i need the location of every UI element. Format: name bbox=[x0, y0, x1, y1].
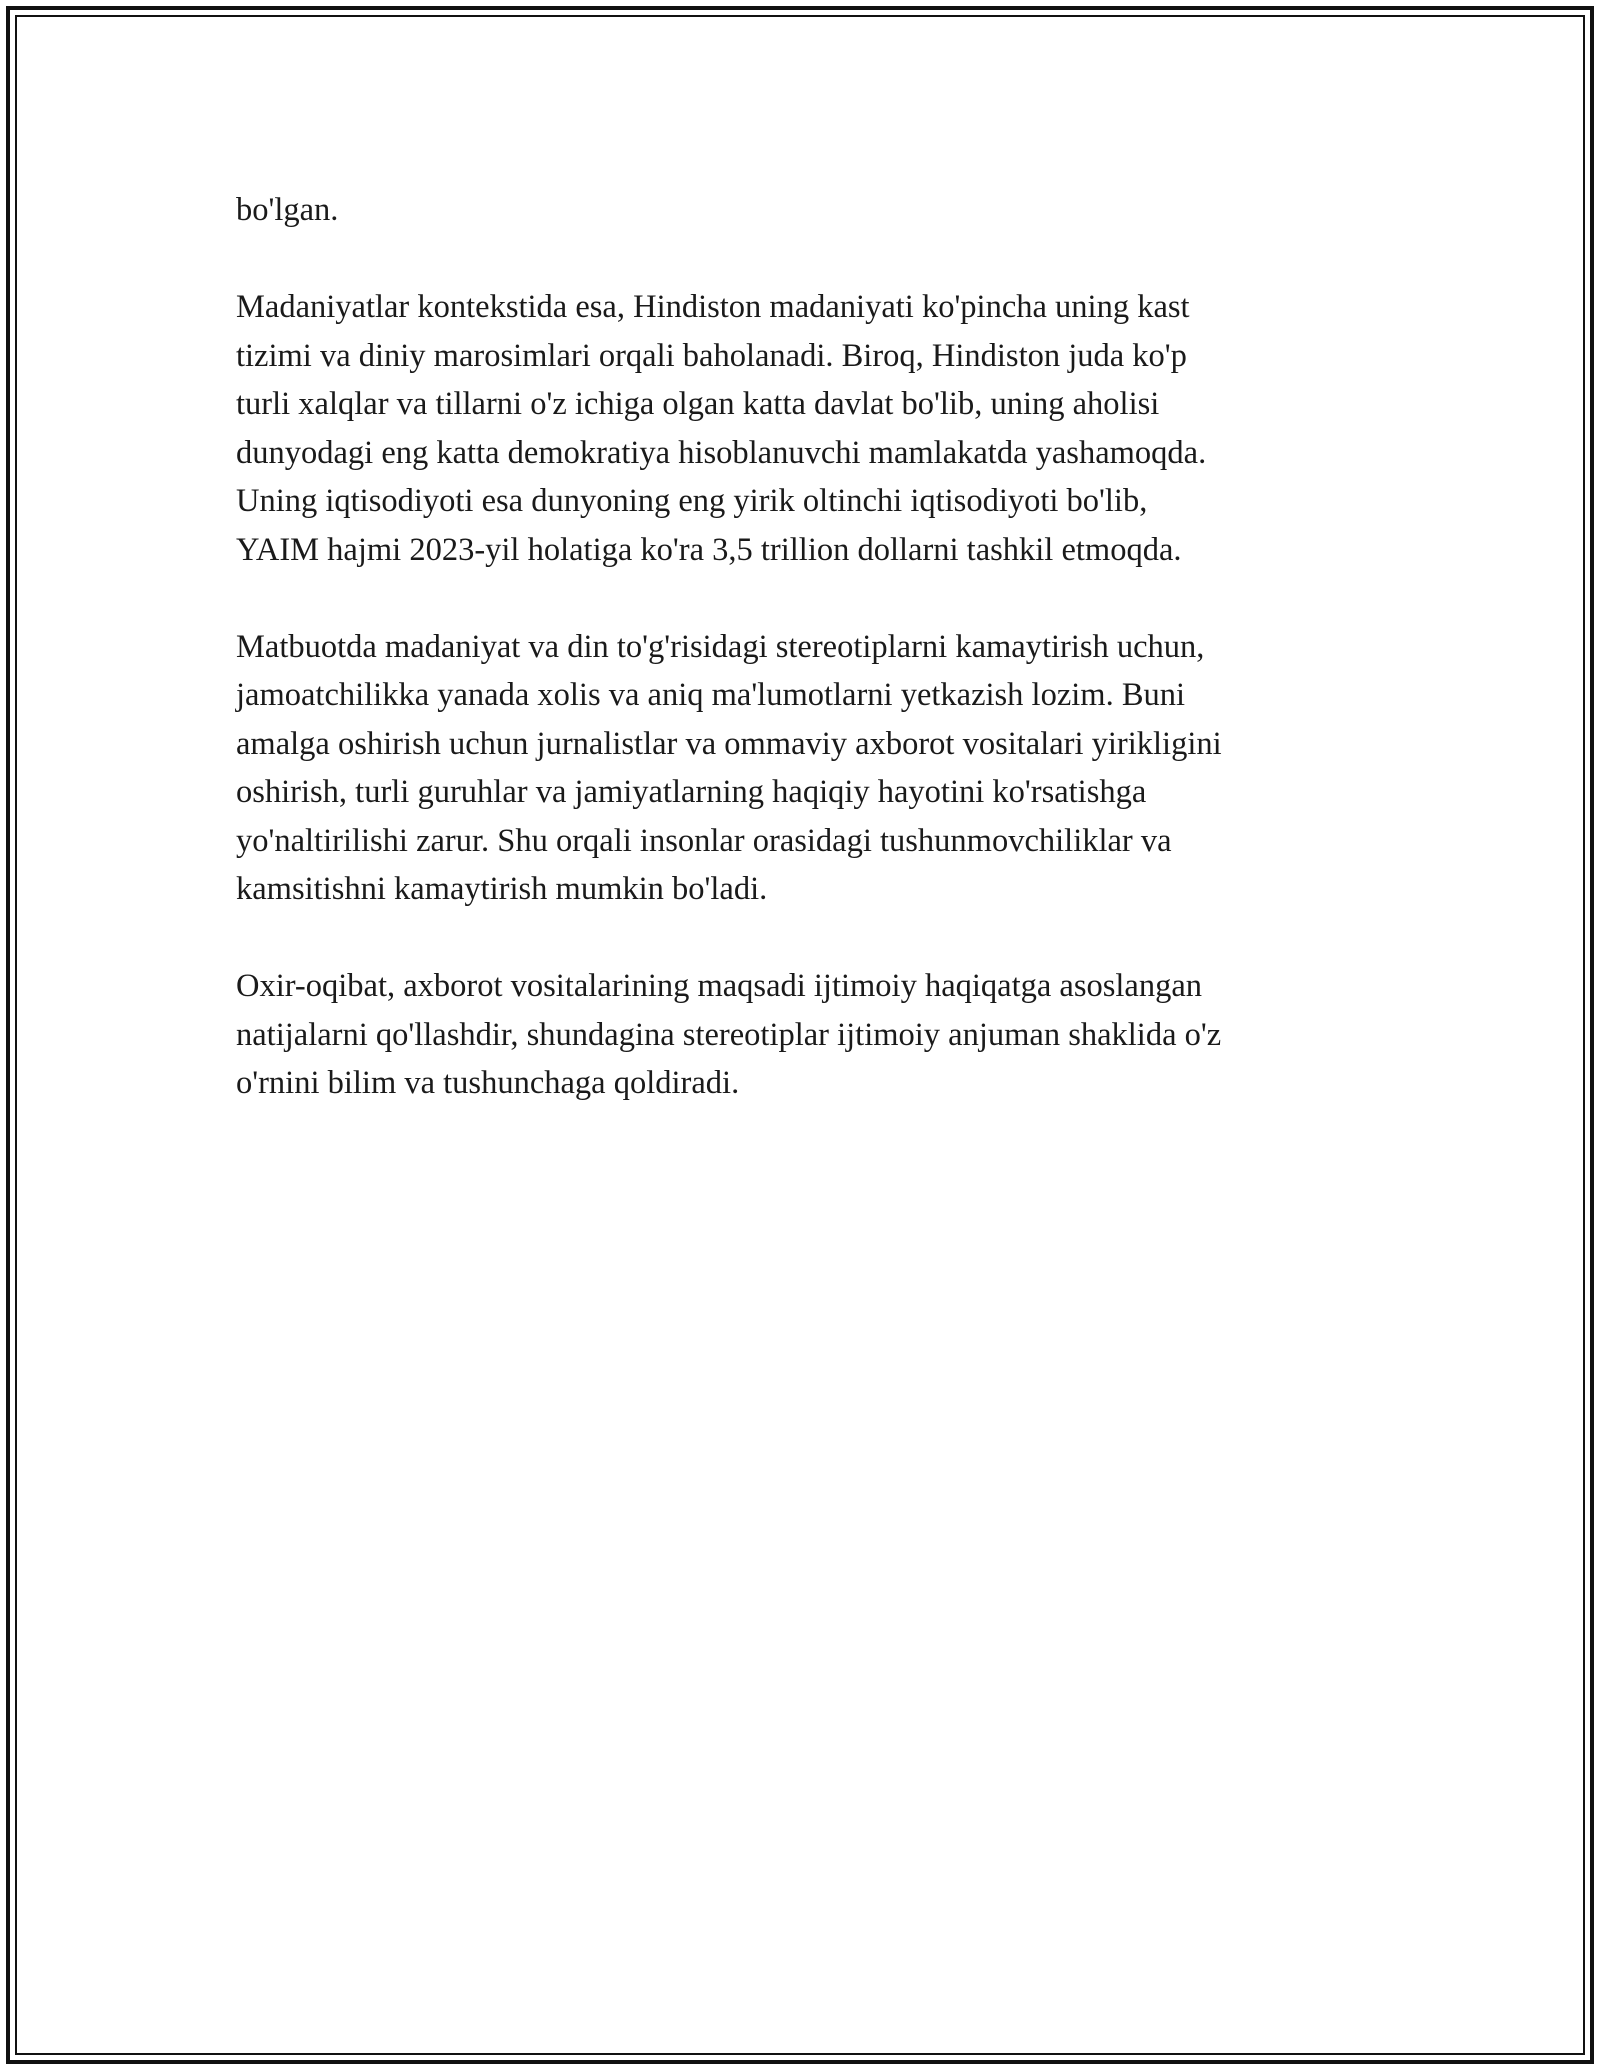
paragraph-line: o'rnini bilim va tushunchaga qoldiradi. bbox=[236, 1065, 740, 1101]
paragraph-line: jamoatchilikka yanada xolis va aniq ma'lumotlarni yetkazish lozim. Buni bbox=[236, 677, 1186, 713]
paragraph-line: Madaniyatlar kontekstida esa, Hindiston madaniyati ko'pincha uning kast bbox=[236, 289, 1190, 325]
document-body bbox=[236, 186, 1366, 1108]
paragraph-spacer bbox=[236, 235, 1366, 284]
paragraph-line: Uning iqtisodiyoti esa dunyoning eng yirik oltinchi iqtisodiyoti bo'lib, bbox=[236, 483, 1148, 519]
paragraph-line: Oxir-oqibat, axborot vositalarining maqsadi ijtimoiy haqiqatga asoslangan bbox=[236, 968, 1203, 1004]
paragraph-spacer bbox=[236, 914, 1366, 963]
paragraph-1 bbox=[236, 186, 1366, 235]
paragraph-line: kamsitishni kamaytirish mumkin bo'ladi. bbox=[236, 871, 768, 907]
paragraph-spacer bbox=[236, 574, 1366, 623]
paragraph-3 bbox=[236, 623, 1366, 914]
paragraph-line: yo'naltirilishi zarur. Shu orqali insonlar orasidagi tushunmovchiliklar va bbox=[236, 822, 1172, 859]
paragraph-line: Matbuotda madaniyat va din to'g'risidagi stereotiplarni kamaytirish uchun, bbox=[236, 628, 1205, 665]
paragraph-line: turli xalqlar va tillarni o'z ichiga olgan katta davlat bo'lib, uning aholisi bbox=[236, 386, 1160, 422]
paragraph-line: dunyodagi eng katta demokratiya hisoblanuvchi mamlakatda yashamoqda. bbox=[236, 434, 1207, 471]
paragraph-line: bo'lgan. bbox=[236, 192, 339, 228]
paragraph-line: amalga oshirish uchun jurnalistlar va ommaviy axborot vositalari yirikligini bbox=[236, 725, 1222, 762]
paragraph-4 bbox=[236, 962, 1366, 1108]
paragraph-line: YAIM hajmi 2023-yil holatiga ko'ra 3,5 trillion dollarni tashkil etmoqda. bbox=[236, 531, 1182, 568]
paragraph-line: oshirish, turli guruhlar va jamiyatlarning haqiqiy hayotini ko'rsatishga bbox=[236, 774, 1147, 810]
paragraph-line: natijalarni qo'llashdir, shundagina stereotiplar ijtimoiy anjuman shaklida o'z bbox=[236, 1016, 1222, 1053]
paragraph-2 bbox=[236, 283, 1366, 574]
paragraph-line: tizimi va diniy marosimlari orqali baholanadi. Biroq, Hindiston juda ko'p bbox=[236, 337, 1187, 374]
